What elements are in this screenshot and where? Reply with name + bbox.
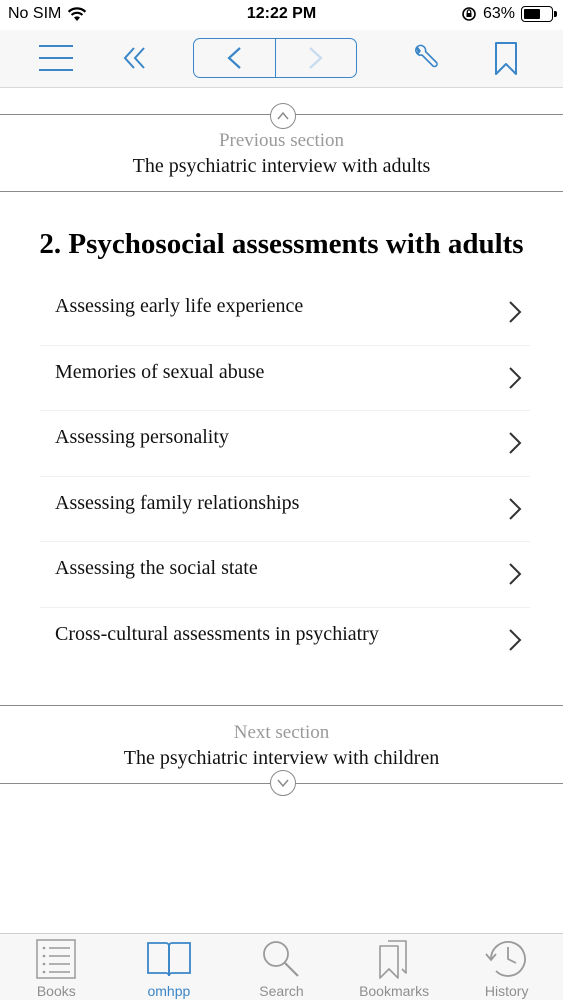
next-section-link[interactable] <box>0 705 563 805</box>
orientation-lock-icon <box>461 6 477 22</box>
list-item[interactable] <box>40 346 530 412</box>
list-item[interactable] <box>40 280 530 346</box>
list-item-label: Assessing the social state <box>55 557 258 580</box>
chevron-right-icon <box>508 366 522 390</box>
search-icon <box>259 938 303 980</box>
tab-history[interactable] <box>450 934 563 1000</box>
status-right <box>461 5 553 23</box>
bookmark-icon <box>493 41 519 77</box>
page-title: 2. Psychosocial assessments with adults <box>39 228 524 260</box>
menu-icon <box>37 43 75 73</box>
next-section-label: Next section <box>233 722 330 743</box>
menu-button[interactable] <box>34 40 78 76</box>
list-item-label: Assessing personality <box>55 426 229 449</box>
contents-list <box>40 280 530 674</box>
tab-label: Bookmarks <box>359 983 430 999</box>
back-to-contents-button[interactable] <box>118 42 152 74</box>
tab-label: Books <box>36 983 76 999</box>
chevron-down-icon <box>276 778 290 788</box>
battery-fill <box>524 9 540 19</box>
previous-page-button[interactable] <box>194 39 275 77</box>
bookmark-button[interactable] <box>490 40 522 78</box>
toolbar <box>0 30 563 88</box>
previous-section-button[interactable] <box>270 103 296 129</box>
chevron-right-icon <box>508 628 522 652</box>
list-item[interactable] <box>40 477 530 543</box>
divider <box>0 705 563 706</box>
tab-search[interactable] <box>225 934 338 1000</box>
chevron-right-icon <box>508 300 522 324</box>
previous-section-label: Previous section <box>218 130 345 151</box>
battery-percent: 63% <box>482 5 515 22</box>
tab-omhpp[interactable] <box>113 934 226 1000</box>
chevron-right-icon <box>508 497 522 521</box>
double-chevron-left-icon <box>122 46 148 70</box>
status-bar <box>0 0 563 30</box>
tab-books[interactable] <box>0 934 113 1000</box>
previous-section-link[interactable] <box>0 88 563 194</box>
books-icon <box>35 938 77 980</box>
chevron-right-icon <box>508 431 522 455</box>
status-time: 12:22 PM <box>246 5 317 22</box>
chevron-left-icon <box>224 46 244 70</box>
list-item[interactable] <box>40 411 530 477</box>
tab-label: Search <box>259 983 304 999</box>
battery-icon <box>521 6 553 22</box>
tools-button[interactable] <box>410 42 442 74</box>
carrier-label: No SIM <box>8 5 62 22</box>
history-icon <box>483 938 531 980</box>
tab-bar <box>0 933 563 1000</box>
previous-section-title: The psychiatric interview with adults <box>132 155 431 177</box>
chevron-right-icon <box>508 562 522 586</box>
list-item-label: Assessing family relationships <box>55 491 300 514</box>
tab-label: History <box>484 983 529 999</box>
list-item-label: Memories of sexual abuse <box>55 360 265 383</box>
bookmarks-icon <box>374 938 414 980</box>
wrench-icon <box>412 44 440 72</box>
tab-label: omhpp <box>147 983 191 999</box>
chevron-right-icon <box>306 46 326 70</box>
open-book-icon <box>145 938 193 980</box>
list-item-label: Assessing early life experience <box>55 295 304 317</box>
list-item-label: Cross-cultural assessments in psychiatry <box>55 622 379 645</box>
list-item[interactable] <box>40 542 530 608</box>
next-section-button[interactable] <box>270 770 296 796</box>
divider <box>0 191 563 192</box>
chevron-up-icon <box>276 111 290 121</box>
page-nav-segment <box>193 38 357 78</box>
list-item[interactable] <box>40 608 530 674</box>
next-page-button[interactable] <box>275 39 357 77</box>
next-section-title: The psychiatric interview with children <box>123 747 440 769</box>
tab-bookmarks[interactable] <box>338 934 451 1000</box>
